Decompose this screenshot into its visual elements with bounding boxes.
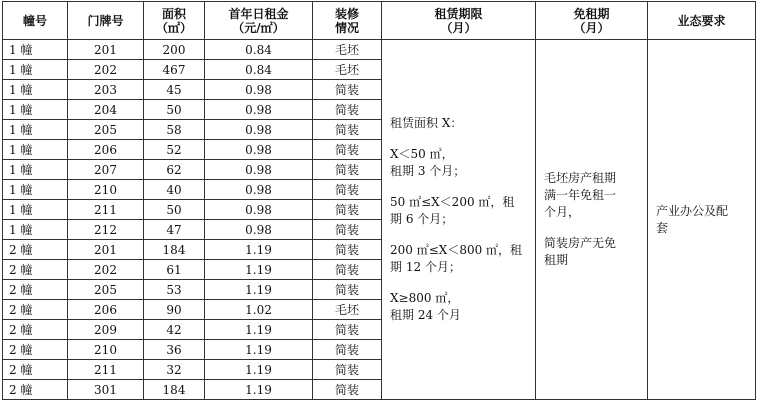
door-number-cell: 205 xyxy=(68,280,144,300)
lease-term-intro: 租赁面积 X： xyxy=(390,116,463,130)
door-number-cell: 206 xyxy=(68,140,144,160)
area-cell: 45 xyxy=(144,80,205,100)
building-cell: 1 幢 xyxy=(3,220,68,240)
building-cell: 2 幢 xyxy=(3,300,68,320)
decoration-cell: 简装 xyxy=(313,260,382,280)
daily-rent-cell: 0.98 xyxy=(205,180,313,200)
area-cell: 36 xyxy=(144,340,205,360)
building-cell: 2 幢 xyxy=(3,240,68,260)
door-number-cell: 207 xyxy=(68,160,144,180)
business-requirement-cell: 产业办公及配 套 xyxy=(648,40,756,400)
door-number-cell: 203 xyxy=(68,80,144,100)
area-cell: 58 xyxy=(144,120,205,140)
decoration-cell: 简装 xyxy=(313,180,382,200)
door-number-cell: 211 xyxy=(68,360,144,380)
area-cell: 184 xyxy=(144,380,205,400)
decoration-cell: 毛坯 xyxy=(313,40,382,60)
door-number-cell: 209 xyxy=(68,320,144,340)
decoration-cell: 简装 xyxy=(313,220,382,240)
decoration-cell: 毛坯 xyxy=(313,60,382,80)
area-cell: 50 xyxy=(144,100,205,120)
area-cell: 200 xyxy=(144,40,205,60)
building-cell: 1 幢 xyxy=(3,80,68,100)
decoration-cell: 简装 xyxy=(313,120,382,140)
door-number-cell: 202 xyxy=(68,60,144,80)
rent-free-rough: 毛坯房产租期 满一年免租一 个月， xyxy=(544,171,617,219)
daily-rent-cell: 0.84 xyxy=(205,60,313,80)
decoration-cell: 简装 xyxy=(313,240,382,260)
lease-term-tier-2: 50 ㎡≤X＜200 ㎡，租 期 6 个月； xyxy=(390,195,515,226)
building-cell: 1 幢 xyxy=(3,160,68,180)
door-number-cell: 204 xyxy=(68,100,144,120)
table-body xyxy=(3,40,756,400)
daily-rent-cell: 0.98 xyxy=(205,120,313,140)
building-cell: 1 幢 xyxy=(3,40,68,60)
building-cell: 1 幢 xyxy=(3,180,68,200)
rent-free-simple: 简装房产无免 租期 xyxy=(544,236,617,267)
decoration-cell: 简装 xyxy=(313,280,382,300)
daily-rent-cell: 0.84 xyxy=(205,40,313,60)
daily-rent-cell: 1.19 xyxy=(205,380,313,400)
header-door-number: 门牌号 xyxy=(68,2,144,40)
daily-rent-cell: 0.98 xyxy=(205,140,313,160)
decoration-cell: 简装 xyxy=(313,140,382,160)
decoration-cell: 简装 xyxy=(313,80,382,100)
decoration-cell: 简装 xyxy=(313,320,382,340)
area-cell: 90 xyxy=(144,300,205,320)
building-cell: 1 幢 xyxy=(3,100,68,120)
area-cell: 32 xyxy=(144,360,205,380)
lease-term-tier-1: X＜50 ㎡， 租期 3 个月； xyxy=(390,147,466,178)
daily-rent-cell: 0.98 xyxy=(205,80,313,100)
decoration-cell: 毛坯 xyxy=(313,300,382,320)
daily-rent-cell: 1.19 xyxy=(205,280,313,300)
lease-term-tier-4: X≥800 ㎡， 租期 24 个月 xyxy=(390,291,461,322)
area-cell: 53 xyxy=(144,280,205,300)
door-number-cell: 202 xyxy=(68,260,144,280)
decoration-cell: 简装 xyxy=(313,380,382,400)
building-cell: 2 幢 xyxy=(3,260,68,280)
building-cell: 1 幢 xyxy=(3,60,68,80)
area-cell: 40 xyxy=(144,180,205,200)
decoration-cell: 简装 xyxy=(313,200,382,220)
daily-rent-cell: 1.19 xyxy=(205,340,313,360)
area-cell: 52 xyxy=(144,140,205,160)
building-cell: 2 幢 xyxy=(3,380,68,400)
area-cell: 47 xyxy=(144,220,205,240)
area-cell: 467 xyxy=(144,60,205,80)
daily-rent-cell: 1.19 xyxy=(205,360,313,380)
area-cell: 50 xyxy=(144,200,205,220)
daily-rent-cell: 0.98 xyxy=(205,200,313,220)
lease-term-tier-3: 200 ㎡≤X＜800 ㎡，租 期 12 个月； xyxy=(390,243,523,274)
decoration-cell: 简装 xyxy=(313,360,382,380)
door-number-cell: 201 xyxy=(68,240,144,260)
header-decoration: 装修 情况 xyxy=(313,2,382,40)
area-cell: 62 xyxy=(144,160,205,180)
daily-rent-cell: 1.02 xyxy=(205,300,313,320)
door-number-cell: 210 xyxy=(68,180,144,200)
door-number-cell: 206 xyxy=(68,300,144,320)
header-row xyxy=(3,2,756,40)
door-number-cell: 301 xyxy=(68,380,144,400)
decoration-cell: 简装 xyxy=(313,340,382,360)
door-number-cell: 201 xyxy=(68,40,144,60)
header-first-year-daily-rent: 首年日租金 （元/㎡） xyxy=(205,2,313,40)
building-cell: 1 幢 xyxy=(3,120,68,140)
door-number-cell: 205 xyxy=(68,120,144,140)
area-cell: 61 xyxy=(144,260,205,280)
daily-rent-cell: 0.98 xyxy=(205,100,313,120)
daily-rent-cell: 1.19 xyxy=(205,260,313,280)
header-area: 面积 （㎡） xyxy=(144,2,205,40)
header-building: 幢号 xyxy=(3,2,68,40)
header-business-requirement: 业态要求 xyxy=(648,2,756,40)
building-cell: 2 幢 xyxy=(3,280,68,300)
area-cell: 42 xyxy=(144,320,205,340)
daily-rent-cell: 0.98 xyxy=(205,160,313,180)
table-row xyxy=(3,40,756,60)
daily-rent-cell: 1.19 xyxy=(205,240,313,260)
door-number-cell: 211 xyxy=(68,200,144,220)
decoration-cell: 简装 xyxy=(313,160,382,180)
decoration-cell: 简装 xyxy=(313,100,382,120)
door-number-cell: 212 xyxy=(68,220,144,240)
daily-rent-cell: 0.98 xyxy=(205,220,313,240)
building-cell: 2 幢 xyxy=(3,340,68,360)
header-lease-term: 租赁期限 （月） xyxy=(382,2,536,40)
building-cell: 1 幢 xyxy=(3,140,68,160)
building-cell: 2 幢 xyxy=(3,360,68,380)
rental-table xyxy=(2,1,756,400)
header-rent-free-period: 免租期 （月） xyxy=(536,2,648,40)
building-cell: 2 幢 xyxy=(3,320,68,340)
daily-rent-cell: 1.19 xyxy=(205,320,313,340)
rent-free-cell xyxy=(536,40,648,400)
area-cell: 184 xyxy=(144,240,205,260)
building-cell: 1 幢 xyxy=(3,200,68,220)
door-number-cell: 210 xyxy=(68,340,144,360)
lease-term-cell xyxy=(382,40,536,400)
